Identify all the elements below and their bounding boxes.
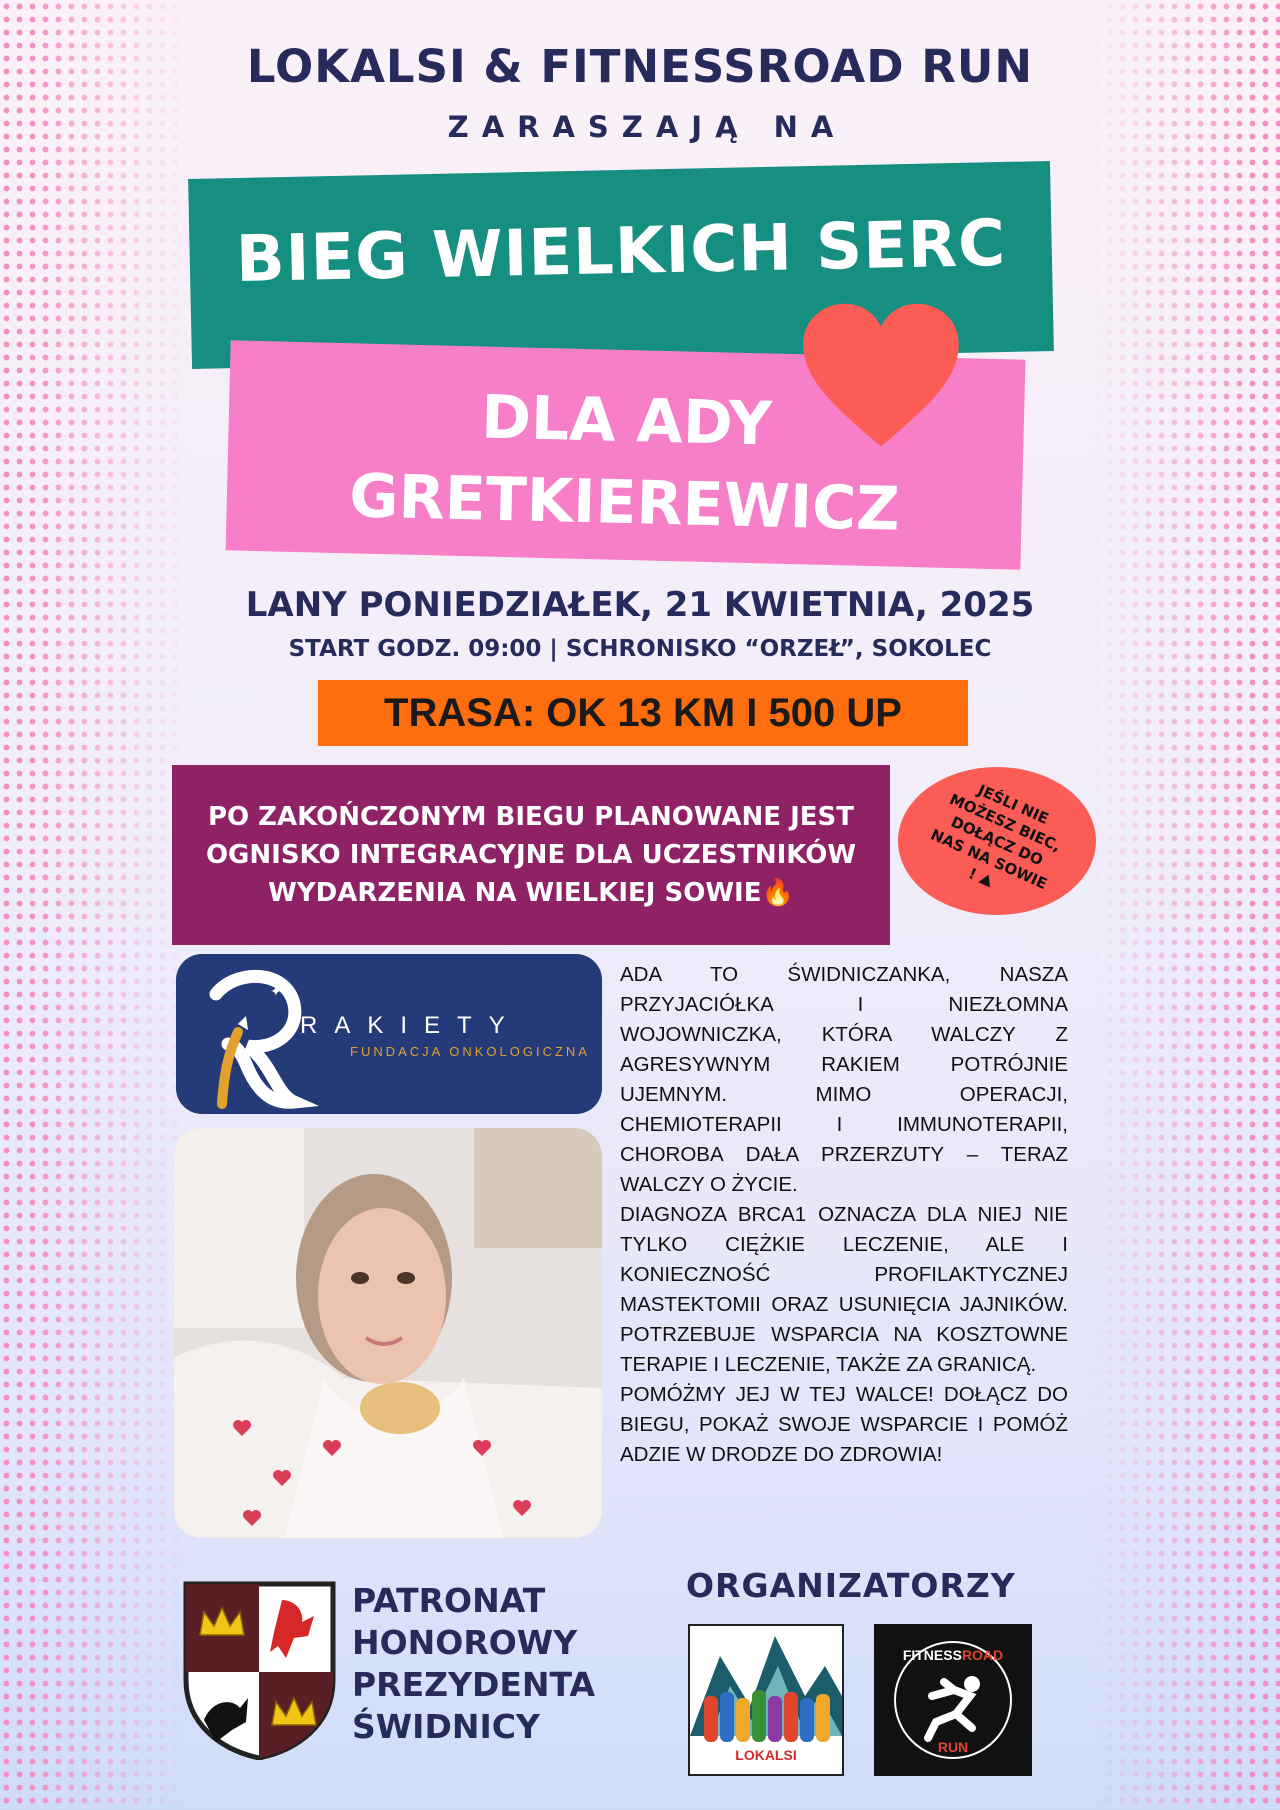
portrait-illustration	[174, 1128, 602, 1538]
event-date: LANY PONIEDZIAŁEK, 21 KWIETNIA, 2025	[245, 585, 1035, 625]
join-badge-text: JEŚLI NIE MOŻESZ BIEC, DOŁĄCZ DO NAS NA SOWIE ! ⛰	[927, 780, 1064, 894]
patronage-line-1: PATRONAT	[352, 1581, 546, 1620]
svg-text:✦: ✦	[270, 984, 282, 1000]
patronage-line-4: ŚWIDNICY	[352, 1707, 540, 1746]
start-info: START GODZ. 09:00 | SCHRONISKO “ORZEŁ”, SOKOLEC	[288, 636, 992, 662]
dedication-line-1: DLA ADY	[480, 382, 773, 460]
fitness-label-accent: ROAD	[961, 1647, 1004, 1663]
dedication-line-2: GRETKIEREWICZ	[348, 461, 901, 545]
story-paragraph-1: ADA TO ŚWIDNICZANKA, NASZA PRZYJACIÓŁKA I NIEZŁOMNA WOJOWNICZKA, KTÓRA WALCZY Z AGRESYWNYM RAKIEM POTRÓJNIE UJEMNYM. MIMO OPERACJI, CHEMIOTERAPII I IMMUNOTERAPII, CHOROBA DAŁA PRZERZUTY – TERAZ WALCZY O ŻYCIE.	[620, 963, 1068, 1196]
invite-subheading: ZARASZAJĄ NA	[447, 110, 847, 144]
lokalsi-label: LOKALSI	[735, 1747, 797, 1763]
organizers-title: ORGANIZATORZY	[686, 1566, 1016, 1605]
fitness-label-bottom: RUN	[937, 1739, 969, 1755]
fitnessroad-runner-icon	[874, 1624, 1032, 1776]
fitness-label-top: FITNESS	[902, 1647, 962, 1663]
bonfire-banner: PO ZAKOŃCZONYM BIEGU PLANOWANE JEST OGNISKO INTEGRACYJNE DLA UCZESTNIKÓW WYDARZENIA NA WIELKIEJ SOWIE🔥	[172, 765, 890, 945]
dot-pattern-left	[0, 0, 190, 1810]
lokalsi-logo	[688, 1624, 844, 1776]
lokalsi-mountains-icon	[690, 1626, 842, 1774]
heart-icon	[800, 300, 962, 450]
ada-photo	[174, 1128, 602, 1538]
route-banner: TRASA: OK 13 KM I 500 UP	[318, 680, 968, 746]
rakiety-name: RAKIETY	[300, 1012, 522, 1039]
story-paragraph-2: DIAGNOZA BRCA1 OZNACZA DLA NIEJ NIE TYLKO CIĘŻKIE LECZENIE, ALE I KONIECZNOŚĆ PROFILAKTYCZNEJ MASTEKTOMII ORAZ USUNIĘCIA JAJNIKÓW. POTRZEBUJE WSPARCIA NA KOSZTOWNE TERAPIE I LECZENIE, TAKŻE ZA GRANICĄ.	[620, 1203, 1068, 1376]
dot-pattern-right	[1090, 0, 1280, 1810]
story-text	[620, 960, 1068, 1470]
story-paragraph-3: POMÓŻMY JEJ W TEJ WALCE! DOŁĄCZ DO BIEGU, POKAŻ SWOJE WSPARCIE I POMÓŻ ADZIE W DRODZE DO ZDROWIA!	[620, 1383, 1068, 1466]
join-badge	[898, 767, 1096, 915]
patronage-line-2: HONOROWY	[352, 1623, 578, 1662]
swidnica-crest-icon	[182, 1580, 337, 1760]
rakiety-subtitle: FUNDACJA ONKOLOGICZNA	[350, 1044, 590, 1059]
patronage-text	[352, 1580, 595, 1748]
svg-text:FITNESSROAD	[903, 1647, 1003, 1663]
patronage-line-3: PREZYDENTA	[352, 1665, 596, 1704]
event-title: BIEG WIELKICH SERC	[235, 206, 1007, 298]
fitnessroad-logo	[874, 1624, 1032, 1776]
organizers-heading: LOKALSI & FITNESSROAD RUN	[246, 40, 1034, 93]
